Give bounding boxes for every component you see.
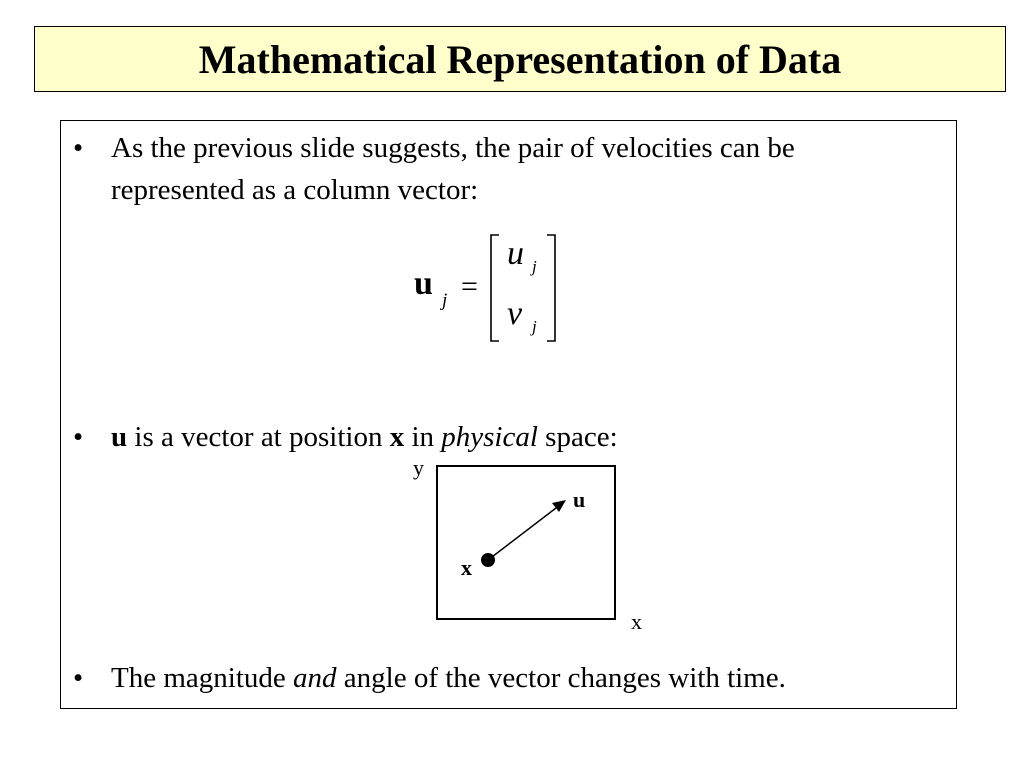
text-segment: The magnitude	[111, 662, 294, 694]
y-axis-label: y	[413, 455, 424, 480]
bullet-marker: •	[73, 421, 84, 453]
bold-u: u	[111, 421, 128, 453]
italic-and: and	[293, 662, 337, 694]
vector-arrow-shaft	[488, 508, 556, 560]
bold-x: x	[389, 421, 405, 453]
eq-lhs-subscript: j	[442, 290, 448, 311]
position-label: x	[461, 555, 472, 580]
title-box	[34, 26, 1006, 92]
text-segment: angle of the vector changes with time.	[336, 662, 786, 694]
eq-entry-v: v	[507, 295, 523, 332]
matrix-brackets	[489, 233, 559, 345]
bullet-text: As the previous slide suggests, the pair of velocities can be represented as a column vector:	[111, 132, 795, 206]
eq-entry-u: u	[507, 235, 524, 272]
text-segment: in	[404, 421, 442, 453]
eq-equals-sign: =	[461, 270, 478, 303]
bullet-item	[71, 127, 931, 211]
bullet-text	[111, 657, 931, 699]
slide-title: Mathematical Representation of Data	[198, 36, 842, 82]
physical-space-diagram	[401, 451, 681, 641]
bullet-item	[71, 657, 931, 699]
eq-entry-v-subscript: j	[532, 317, 537, 336]
italic-physical: physical	[441, 421, 538, 453]
vector-label: u	[573, 487, 586, 512]
eq-lhs-symbol: u	[414, 265, 433, 302]
content-box	[60, 120, 957, 709]
bullet-marker: •	[73, 132, 84, 164]
bullet-marker: •	[73, 662, 84, 694]
x-axis-label: x	[631, 609, 642, 634]
column-vector-equation	[411, 233, 571, 353]
text-segment: space:	[537, 421, 618, 453]
eq-entry-u-subscript: j	[532, 257, 537, 276]
text-segment: is a vector at position	[127, 421, 390, 453]
space-frame	[437, 466, 615, 619]
